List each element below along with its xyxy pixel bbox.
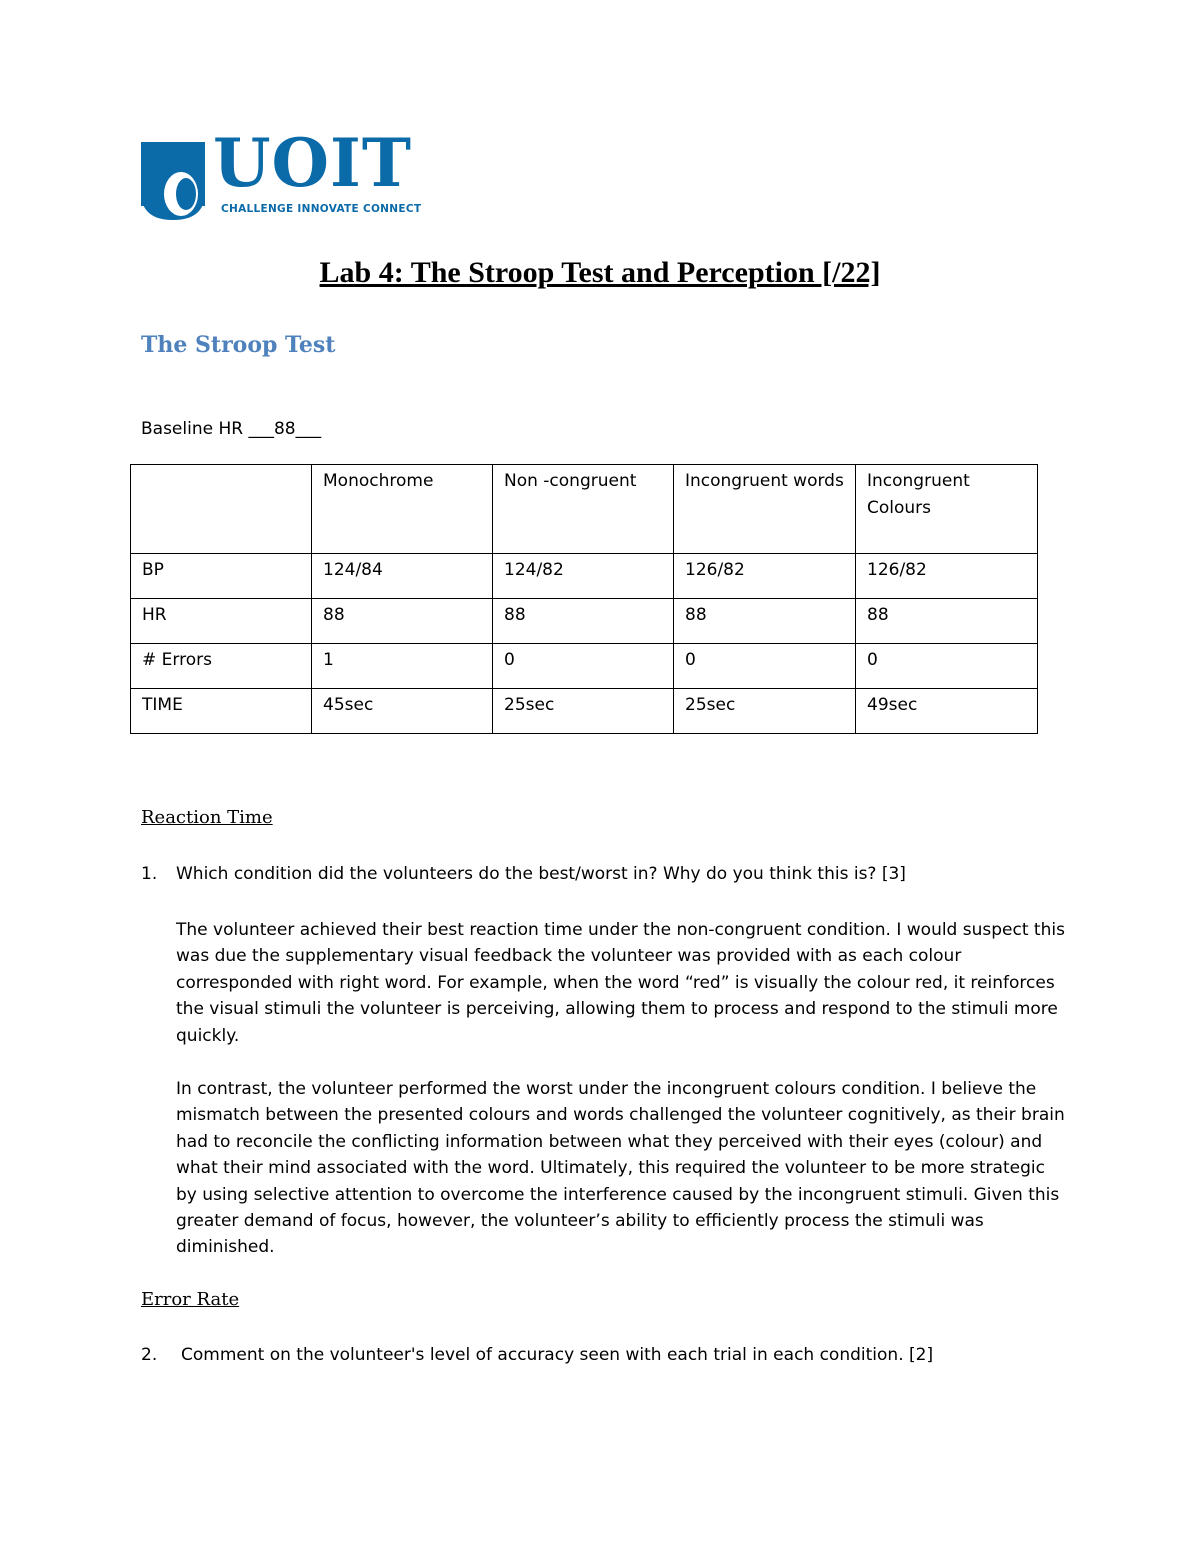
table-cell: 25sec [674,689,856,734]
table-header-row [131,465,1038,554]
logo-tagline: CHALLENGE INNOVATE CONNECT [221,203,422,215]
question-1 [141,864,906,884]
question-number: 1. [141,864,158,884]
table-cell: 126/82 [856,554,1038,599]
table-cell: 88 [674,599,856,644]
uoit-shield-icon [141,142,205,220]
uoit-logo [141,124,422,222]
question-text: Comment on the volunteer's level of accuracy seen with each trial in each condition. [2] [181,1345,934,1365]
table-cell: 88 [856,599,1038,644]
section-heading: The Stroop Test [141,332,336,358]
table-header-cell: Non -congruent [493,465,674,554]
table-cell: 88 [312,599,493,644]
question-number: 2. [141,1345,158,1365]
answer-paragraph-1: The volunteer achieved their best reaction time under the non-congruent condition. I would suspect this was due the supplementary visual feedback the volunteer was provided with as each colour corresponded with right word. For example, when the word “red” is visually the colour red, it reinforces the visual stimuli the volunteer is perceiving, allowing them to process and respond to the stimuli more quickly. [176,920,1065,1046]
table-cell: 124/82 [493,554,674,599]
logo-wordmark: UOIT [213,124,413,202]
table-cell: 126/82 [674,554,856,599]
question-text: Which condition did the volunteers do the best/worst in? Why do you think this is? [3] [176,864,906,884]
row-label: # Errors [131,644,312,689]
table-row [131,554,1038,599]
table-header-cell: Incongruent words [674,465,856,554]
baseline-hr: Baseline HR ___88___ [141,419,322,439]
table-cell: 0 [856,644,1038,689]
table-row [131,599,1038,644]
table-cell: 124/84 [312,554,493,599]
error-rate-heading: Error Rate [141,1289,240,1310]
table-header-cell [131,465,312,554]
row-label: HR [131,599,312,644]
row-label: BP [131,554,312,599]
table-cell: 49sec [856,689,1038,734]
reaction-time-heading: Reaction Time [141,807,273,828]
table-row [131,689,1038,734]
answer-paragraph-2: In contrast, the volunteer performed the worst under the incongruent colours condition. I believe the mismatch between the presented colours and words challenged the volunteer cognitively, as their brain had to reconcile the conflicting information between what they perceived with their eyes (colour) and what their mind associated with the word. Ultimately, this required the volunteer to be more strategic by using selective attention to overcome the interference caused by the incongruent stimuli. Given this greater demand of focus, however, the volunteer’s ability to efficiently process the stimuli was diminished. [176,1079,1065,1258]
row-label: TIME [131,689,312,734]
table-header-cell: Incongruent Colours [856,465,1038,554]
table-header-cell: Monochrome [312,465,493,554]
table-row [131,644,1038,689]
results-table [130,464,1038,734]
table-cell: 0 [493,644,674,689]
question-2 [141,1345,933,1365]
table-cell: 25sec [493,689,674,734]
page-title: Lab 4: The Stroop Test and Perception [/22] [319,256,881,289]
table-cell: 1 [312,644,493,689]
table-cell: 0 [674,644,856,689]
table-cell: 88 [493,599,674,644]
table-cell: 45sec [312,689,493,734]
